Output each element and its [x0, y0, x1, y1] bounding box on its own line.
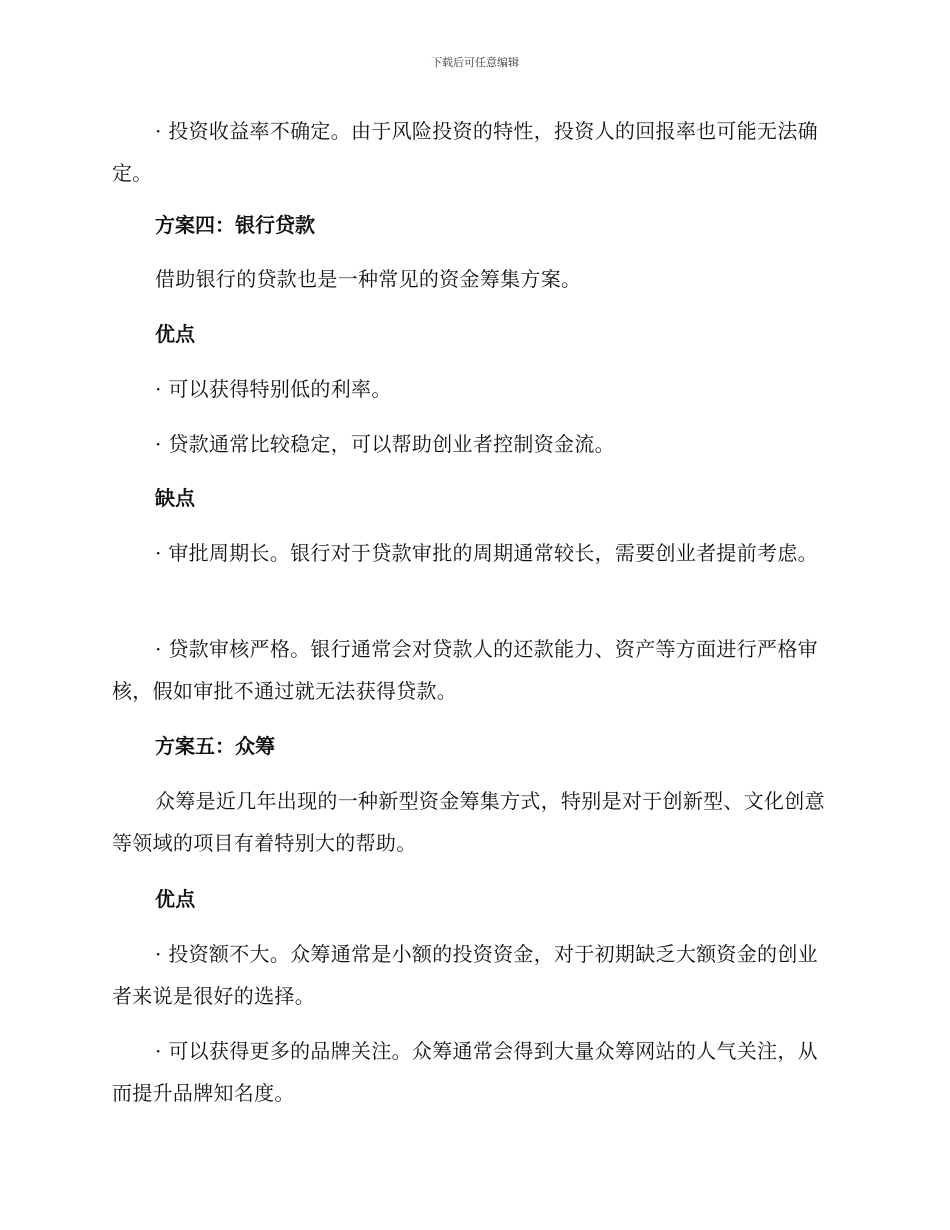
- heading-plan-five: 方案五：众筹: [155, 734, 275, 758]
- paragraph-pros-2-item-2: · 可以获得更多的品牌关注。众筹通常会得到大量众筹网站的人气关注，从而提升品牌知名度。: [112, 1039, 818, 1105]
- paragraph-plan-five-intro: 众筹是近几年出现的一种新型资金筹集方式，特别是对于创新型、文化创意等领域的项目有着特别大的帮助。: [112, 789, 825, 855]
- paragraph-risk-return: · 投资收益率不确定。由于风险投资的特性，投资人的回报率也可能无法确定。: [112, 119, 818, 185]
- page-header: 下载后可任意编辑: [431, 56, 519, 69]
- heading-cons-1: 缺点: [155, 486, 195, 510]
- paragraph-pros-1-item-1: · 可以获得特别低的利率。: [155, 377, 392, 401]
- heading-pros-1: 优点: [155, 322, 195, 346]
- paragraph-cons-1-item-2: · 贷款审核严格。银行通常会对贷款人的还款能力、资产等方面进行严格审核，假如审批不通过就无法获得贷款。: [112, 637, 818, 703]
- heading-pros-2: 优点: [155, 887, 196, 911]
- heading-plan-four: 方案四：银行贷款: [155, 213, 315, 237]
- paragraph-plan-four-intro: 借助银行的贷款也是一种常见的资金筹集方案。: [155, 267, 582, 291]
- paragraph-cons-1-item-1: · 审批周期长。银行对于贷款审批的周期通常较长，需要创业者提前考虑。: [155, 541, 818, 565]
- paragraph-pros-2-item-1: · 投资额不大。众筹通常是小额的投资资金，对于初期缺乏大额资金的创业者来说是很好的选择。: [112, 942, 818, 1008]
- paragraph-pros-1-item-2: · 贷款通常比较稳定，可以帮助创业者控制资金流。: [155, 432, 615, 456]
